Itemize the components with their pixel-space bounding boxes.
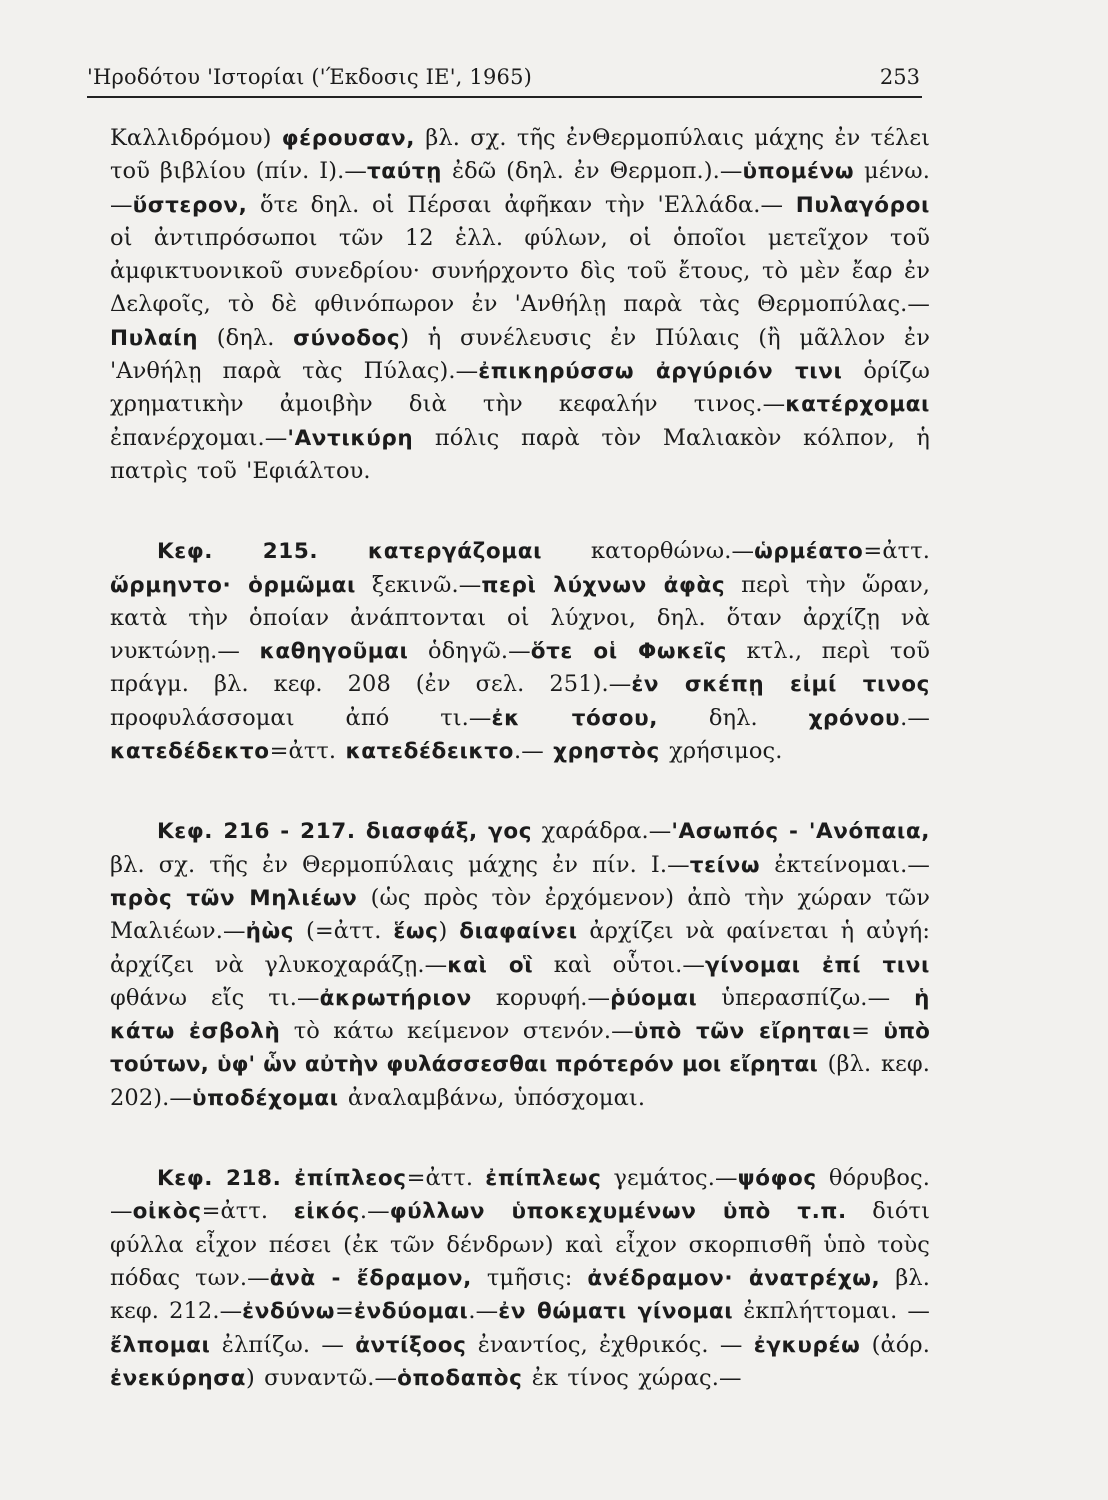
section-218: [110, 1162, 930, 1395]
lemma: ὕστερον,: [132, 192, 248, 218]
lemma: ἀνὰ - ἔδραμον,: [269, 1265, 472, 1291]
section-heading: Κεφ. 216 - 217. διασφάξ, γος: [157, 819, 533, 845]
lemma: ἡ κάτω ἐσβολὴ: [110, 985, 931, 1045]
lemma: κατεδέδεκτο: [110, 739, 270, 765]
text-run: περὶ τὴν ὥραν, κατὰ τὴν ὁποίαν ἀνάπτονται οἱ λύχνοι, δηλ. ὅταν ἀρχίζῃ νὰ νυκτώνῃ.—: [110, 571, 930, 665]
lemma: εἰκός: [293, 1199, 360, 1225]
lemma: χρηστὸς: [553, 739, 660, 765]
paragraph-continuation: [110, 122, 930, 488]
text-run: θόρυβος.—: [110, 1165, 930, 1225]
lemma: ψόφος: [737, 1166, 817, 1192]
text-run: ὁδηγῶ.—: [408, 638, 531, 665]
header-rule: [87, 96, 922, 98]
text-run: τμῆσις:: [471, 1264, 588, 1291]
lemma: ῥύομαι: [610, 985, 698, 1011]
text-run: χρήσιμος.: [659, 738, 783, 765]
lemma: οἰκὸς: [132, 1199, 202, 1225]
text-run: γεμάτος.—: [601, 1165, 738, 1192]
text-run: =: [851, 1018, 884, 1045]
text-run: ξεκινῶ.—: [355, 571, 482, 598]
text-run: πόλις παρὰ τὸν Μαλιακὸν κόλπον, ἡ πατρὶς τοῦ 'Εφιάλτου.: [110, 424, 930, 484]
text-run: ἐναντίος, ἐχθρικός. —: [466, 1331, 754, 1358]
section-heading: Κεφ. 215. κατεργάζομαι: [157, 539, 543, 565]
section-215: [110, 535, 930, 768]
text-run: ἐπανέρχομαι.—: [110, 424, 288, 451]
text-run: βλ. κεφ. 212.—: [110, 1264, 930, 1325]
text-run: .—: [468, 1298, 499, 1325]
text-run: ἐκπλήττομαι. —: [733, 1298, 930, 1325]
lemma: Πυλαίη: [110, 325, 199, 351]
lemma: ἐν θώματι γίνομαι: [498, 1299, 734, 1325]
text-run: .—: [514, 738, 554, 765]
text-run: κορυφή.—: [471, 984, 611, 1011]
lemma: 'Αντικύρη: [287, 425, 414, 451]
lemma: χρόνου: [808, 705, 901, 731]
lemma: ὅτε οἱ Φωκεῖς: [530, 639, 727, 665]
lemma: ὑπὸ τούτων, ὑφ' ὧν αὐτὴν φυλάσσεσθαι πρότερόν μοι εἴρηται: [110, 1019, 930, 1078]
lemma: ὑπομένω: [742, 159, 855, 185]
text-run: οἱ ἀντιπρόσωποι τῶν 12 ἑλλ. φύλων, οἱ ὁποῖοι μετεῖχον τοῦ ἀμφικτυονικοῦ συνεδρίου· συνήρχοντο δὶς τοῦ ἔτους, τὸ μὲν ἔαρ ἐν Δελφοῖς, τὸ δὲ φθινόπωρον ἐν 'Ανθήλῃ παρὰ τὰς Θερμοπύλας.—: [110, 224, 930, 318]
lemma: ἔλπομαι: [110, 1332, 211, 1358]
text-run: χαράδρα.—: [532, 818, 672, 845]
lemma: ἐνδύομαι: [353, 1299, 469, 1325]
text-run: ἐκτείνομαι.—: [760, 851, 930, 878]
lemma: ὑποδέχομαι: [191, 1085, 339, 1111]
lemma: ἐπίπλεως: [485, 1166, 602, 1192]
text-run: =: [335, 1298, 354, 1325]
lemma: ἀνέδραμον· ἀνατρέχω,: [587, 1265, 881, 1291]
text-run: =ἀττ.: [406, 1165, 486, 1192]
lemma: κατεδέδεικτο: [345, 739, 514, 765]
text-run: .—: [900, 704, 930, 731]
lemma: ὁποδαπὸς: [397, 1365, 523, 1391]
lemma: σύνοδος: [293, 325, 401, 351]
lemma: γίνομαι ἐπί τινι: [705, 952, 931, 978]
lemma: φέρουσαν,: [281, 126, 415, 151]
text-run: φθάνω εἴς τι.—: [110, 984, 320, 1011]
text-run: τὸ κάτω κείμενον στενόν.—: [280, 1018, 634, 1045]
lemma: 'Ασωπός - 'Ανόπαια,: [671, 819, 930, 845]
section-216-217: [110, 815, 930, 1115]
lemma: ἐνδύνω: [242, 1299, 336, 1325]
lemma: ἀντίξοος: [355, 1332, 467, 1358]
lemma: καὶ οἳ: [447, 952, 534, 978]
text-run: ἀρχίζει νὰ φαίνεται ἡ αὐγή: ἀρχίζει νὰ γλυκοχαράζῃ.—: [110, 918, 930, 978]
lemma: ἐπικηρύσσω ἀργύριόν τινι: [478, 359, 843, 385]
text-run: ) ἡ συνέλευσις ἐν Πύλαις (ἢ μᾶλλον ἐν 'Ανθήλῃ παρὰ τὰς Πύλας).—: [110, 324, 930, 385]
text-run: =ἀττ.: [201, 1198, 294, 1225]
text-run: ὁρίζω χρηματικὴν ἀμοιβὴν διὰ τὴν κεφαλήν τινος.—: [110, 358, 931, 418]
text-run: ἐδῶ (δηλ. ἐν Θερμοπ.).—: [442, 158, 743, 185]
text-run: προφυλάσσομαι ἀπό τι.—: [110, 704, 492, 731]
text-run: βλ. σχ. τῆς ἐνΘερμοπύλαις μάχης ἐν τέλει τοῦ βιβλίου (πίν. Ι).—: [110, 125, 931, 185]
lemma: περὶ λύχνων ἀφὰς: [481, 572, 726, 598]
lemma: ἠὼς: [245, 919, 295, 945]
text-run: ) συναντῶ.—: [246, 1364, 398, 1391]
lemma: ἕως: [393, 919, 439, 945]
lemma: ὡρμέατο: [754, 539, 864, 565]
lemma: καθηγοῦμαι: [259, 639, 409, 665]
commentary-body: [110, 122, 930, 1395]
text-run: (ἀόρ.: [860, 1331, 930, 1358]
text-run: .—: [359, 1198, 390, 1225]
lemma: διαφαίνει: [459, 919, 578, 945]
text-run: ): [438, 918, 460, 945]
lemma: ὑπὸ τῶν εἴρηται: [633, 1019, 852, 1045]
text-run: ὑπερασπίζω.—: [697, 984, 915, 1011]
lemma: ἐκ τόσου,: [491, 705, 658, 731]
text-run: =ἀττ.: [863, 538, 931, 565]
text-run: κτλ., περὶ τοῦ πράγμ. βλ. κεφ. 208 (ἐν σελ. 251).—: [110, 638, 930, 698]
lemma: ἐνεκύρησα: [110, 1365, 246, 1391]
text-run: ὅτε δηλ. οἱ Πέρσαι ἀφῆκαν τὴν 'Ελλάδα.—: [247, 191, 796, 218]
running-head: 'Ηροδότου 'Ιστορίαι ('Έκδοσις ΙΕ', 1965): [87, 65, 533, 89]
lemma: ἀκρωτήριον: [319, 985, 472, 1011]
text-run: (ὡς πρὸς τὸν ἐρχόμενον) ἀπὸ τὴν χώραν τῶν Μαλιέων.—: [110, 884, 930, 945]
lemma: ταύτῃ: [366, 159, 443, 185]
text-run: ἐκ τίνος χώρας.—: [522, 1364, 742, 1391]
text-run: κατορθώνω.—: [542, 538, 755, 565]
text-run: βλ. σχ. τῆς ἐν Θερμοπύλαις μάχης ἐν πίν. Ι.—: [110, 851, 690, 878]
text-run: =ἀττ.: [269, 738, 346, 765]
text-run: ἐλπίζω. —: [210, 1331, 356, 1358]
lemma: ὥρμηντο· ὁρμῶμαι: [110, 572, 356, 598]
text-run: δηλ.: [657, 704, 809, 731]
text-run: μένω.—: [110, 158, 930, 218]
lemma: φύλλων ὑποκεχυμένων ὑπὸ τ.π.: [389, 1199, 847, 1225]
lemma: Πυλαγόροι: [795, 192, 930, 218]
text-run: (=ἀττ.: [294, 918, 394, 945]
text-run: διότι φύλλα εἶχον πέσει (ἐκ τῶν δένδρων) καὶ εἶχον σκορπισθῆ ὑπὸ τοὺς πόδας των.—: [110, 1198, 930, 1291]
lemma: ἐν σκέπῃ εἰμί τινος: [631, 672, 930, 698]
lemma: τείνω: [689, 852, 761, 878]
lemma: ἐγκυρέω: [753, 1332, 861, 1358]
text-run: (δηλ.: [198, 324, 294, 351]
page-number: 253: [879, 65, 920, 89]
text-run: ἀναλαμβάνω, ὑπόσχομαι.: [338, 1084, 646, 1111]
text-run: (βλ. κεφ. 202).—: [110, 1051, 930, 1111]
text-run: Καλλιδρόμου): [110, 125, 282, 151]
section-heading: Κεφ. 218. ἐπίπλεος: [157, 1166, 407, 1192]
text-run: καὶ οὗτοι.—: [533, 951, 706, 978]
lemma: πρὸς τῶν Μηλιέων: [110, 885, 358, 911]
lemma: κατέρχομαι: [785, 392, 930, 418]
